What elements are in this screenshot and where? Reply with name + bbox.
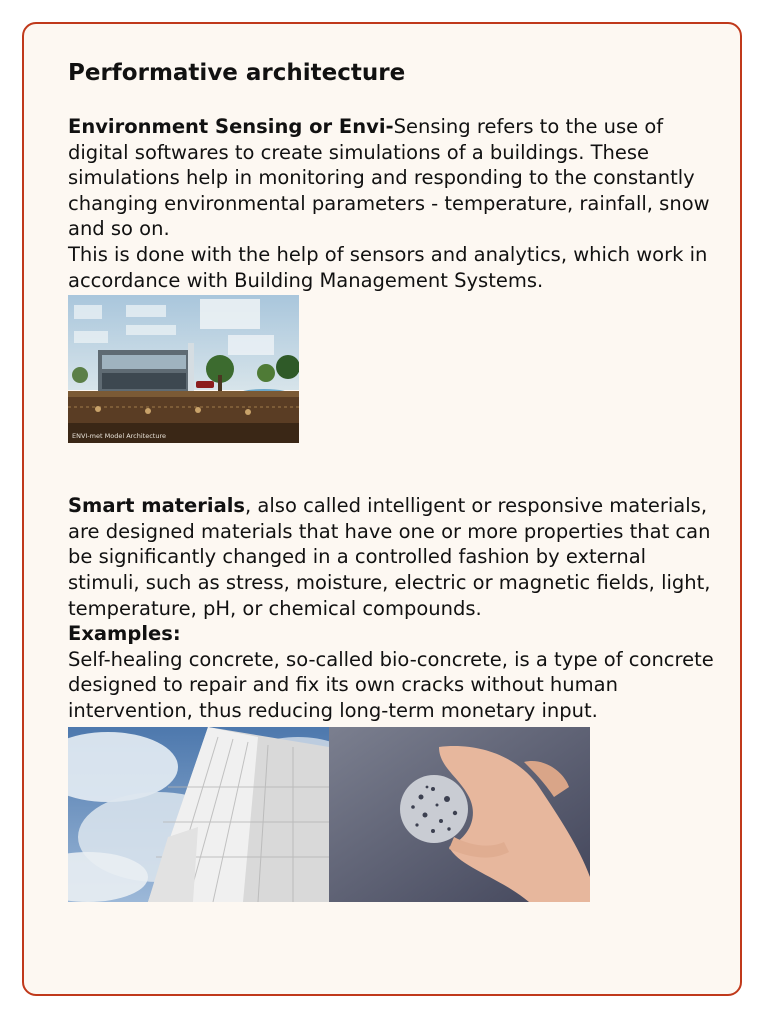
smart-materials-definition: , also called intelligent or responsive materials, are designed materials that have one or more properties that can be significantly changed in a controlled fashion by external stimuli, such as stress, moisture, electric or magnetic fields, light, temperature, pH, or chemical compounds. [68,494,711,620]
examples-heading: Examples: [68,622,181,646]
env-sensing-paragraph-2: This is done with the help of sensors and analytics, which work in accordance with Building Management Systems. [68,242,708,292]
slide-page [22,22,742,996]
env-sensing-paragraph [68,114,718,242]
smart-materials-term: Smart materials [68,494,246,518]
page-title: Performative architecture [68,60,406,86]
concrete-sample-image [329,727,590,902]
envi-met-illustration [68,295,299,443]
env-sensing-term: Environment Sensing or Envi- [68,115,394,138]
smart-materials-paragraph [68,493,718,621]
slide-content [68,58,718,902]
building-facade-image [68,727,329,902]
envi-met-model-image [68,295,299,443]
env-sensing-definition: Sensing refers to the use of digital softwares to create simulations of a buildings. These simulations help in monitoring and responding to the constantly changing environmental parameters - temperature, rainfall, snow and so on. [68,115,710,241]
building-facade-illustration [68,727,329,902]
examples-text: Self-healing concrete, so-called bio-concrete, is a type of concrete designed to repair and fix its own cracks without human intervention, thus reducing long-term monetary input. [68,647,714,722]
concrete-sample-illustration [329,727,590,902]
examples-images [68,727,590,902]
envi-met-caption: ENVI-met Model Architecture [72,432,166,441]
